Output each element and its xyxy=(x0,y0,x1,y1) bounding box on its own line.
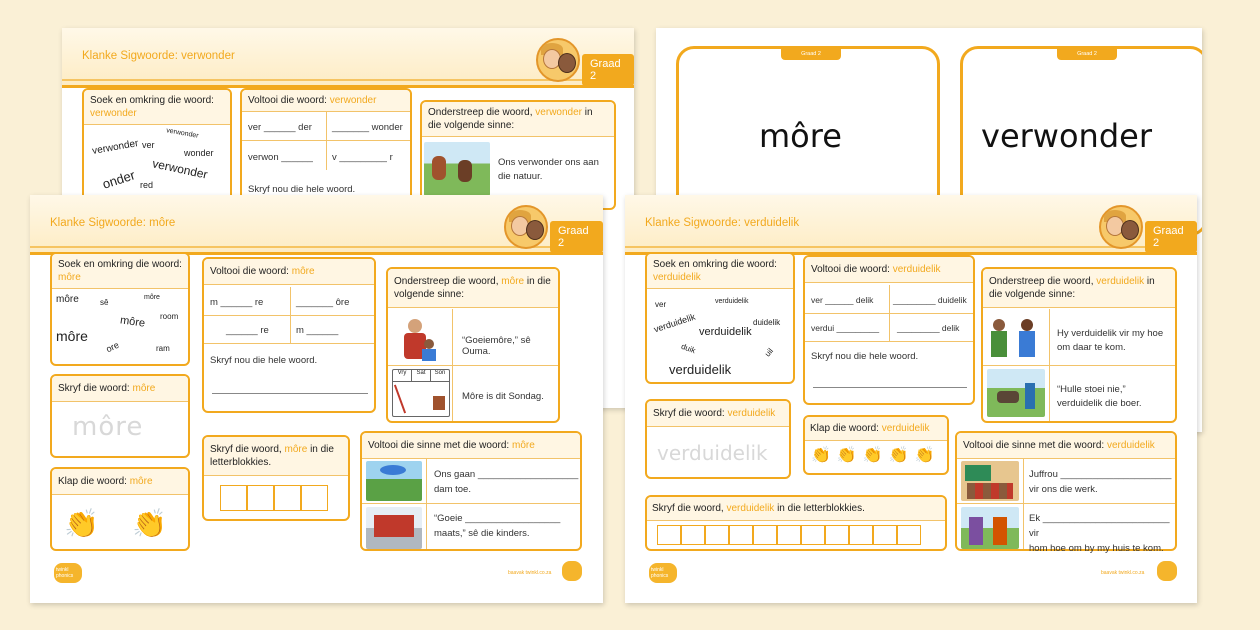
farm-picture xyxy=(987,369,1045,417)
sheet-title: Klanke Sigwoorde: môre xyxy=(50,217,176,229)
scatter-word: môre xyxy=(144,294,160,301)
write-label: Skryf nou die hele woord. xyxy=(210,355,318,366)
nature-picture xyxy=(424,142,490,196)
footer-url: baavak twinkl.co.za xyxy=(1101,570,1145,576)
fill-item: _______ ôre xyxy=(296,297,350,308)
fill-item: v _________ r xyxy=(332,152,393,163)
twinkl-logo xyxy=(562,561,582,581)
write-label: Skryf nou die hele woord. xyxy=(811,351,919,362)
scatter-word: ver xyxy=(655,300,667,309)
write-word-box: Skryf die woord: verduidelik verduidelik xyxy=(645,399,791,479)
scatter-word: verduidelik xyxy=(652,311,697,335)
grandma-picture xyxy=(394,315,446,361)
card-grade-tab: Graad 2 xyxy=(781,48,841,60)
fill-item: ver ______ delik xyxy=(811,295,874,305)
fill-item: verwon ______ xyxy=(248,152,313,163)
scatter-word: uil xyxy=(762,346,776,359)
scatter-word: duidelik xyxy=(753,318,781,327)
fill-item: _________ delik xyxy=(897,323,960,333)
sentence: Juffrou _____________________ vir ons die werk. xyxy=(1029,469,1172,496)
sentence: Ons verwonder ons aan die natuur. xyxy=(498,157,599,183)
clapping-hands-icon: 👏 xyxy=(862,447,889,464)
sentence: Ek ________________________ vir hom hoe om by my huis te kom. xyxy=(1029,513,1170,555)
grade-badge: Graad 2 xyxy=(1145,221,1197,253)
scatter-word: red xyxy=(140,180,154,190)
twinkl-logo: twinkl phonics xyxy=(649,563,677,583)
underline-word-box: Onderstreep die woord, môre in die volgende sinne: “Goeiemôre,” sê Ouma. Vry Sat Son Môre is dit Sondag. xyxy=(386,267,560,423)
twinkl-logo: twinkl phonics xyxy=(54,563,82,583)
clapping-hands-icon: 👏 xyxy=(64,508,99,539)
sentence: “Hulle stoei nie,” verduidelik die boer. xyxy=(1057,384,1142,410)
dam-picture xyxy=(366,461,422,501)
letter-blocks[interactable] xyxy=(220,485,328,511)
scatter-word: verduidelik xyxy=(669,362,732,377)
house-directions-picture xyxy=(961,507,1019,549)
sentence: “Goeiemôre,” sê Ouma. xyxy=(462,335,531,357)
scatter-word: duik xyxy=(679,341,697,356)
clapping-hands-icon: 👏 xyxy=(836,447,863,464)
card-word: verwonder xyxy=(981,117,1152,155)
scatter-word: wonder xyxy=(184,148,214,158)
children-avatar-icon xyxy=(536,38,580,82)
scatter-word: môre xyxy=(56,328,88,344)
worksheet-verduidelik xyxy=(625,195,1197,603)
calendar-day: Vry xyxy=(393,370,412,381)
twinkl-logo xyxy=(1157,561,1177,581)
traced-word: môre xyxy=(72,412,144,442)
write-word-box: Skryf die woord: môre môre xyxy=(50,374,190,458)
complete-sentence-box: Voltooi die sinne met die woord: verduidelik Juffrou _____________________ vir ons die werk. Ek ________________________ vir hom hoe om by my huis te kom. xyxy=(955,431,1177,551)
worksheet-more xyxy=(30,195,603,603)
fill-item: ver ______ der xyxy=(248,122,312,133)
classroom-picture xyxy=(961,461,1019,501)
scatter-word: verwonder xyxy=(91,138,140,157)
scatter-word: ram xyxy=(156,344,170,353)
scatter-word: verwonder xyxy=(151,156,209,182)
sentence: Ons gaan ___________________ dam toe. xyxy=(434,469,579,496)
card-grade-tab: Graad 2 xyxy=(1057,48,1117,60)
children-avatar-icon xyxy=(1099,205,1143,249)
scatter-word: ver xyxy=(142,140,155,150)
sentence: Hy verduidelik vir my hoe om daar te kom. xyxy=(1057,328,1164,354)
find-word-box: Soek en omkring die woord: verwonder verwonder ver verwonder wonder verwonder onder red xyxy=(82,88,232,206)
grade-badge: Graad 2 xyxy=(550,221,603,253)
fill-item: verdui _________ xyxy=(811,323,880,333)
scatter-word: onder xyxy=(100,167,137,192)
sheet-title: Klanke Sigwoorde: verwonder xyxy=(82,50,235,62)
clap-word-box: Klap die woord: verduidelik 👏👏👏👏👏 xyxy=(803,415,949,475)
clapping-hands-icon: 👏 xyxy=(914,447,941,464)
kids-picture xyxy=(366,507,422,549)
traced-word: verduidelik xyxy=(657,441,768,465)
calendar-picture xyxy=(392,369,450,417)
fill-item: _______ wonder xyxy=(332,122,403,133)
write-label: Skryf nou die hele woord. xyxy=(248,184,356,195)
underline-word-box: Onderstreep die woord, verduidelik in die volgende sinne: Hy verduidelik vir my hoe om daar te kom. “Hulle stoei nie,” verduidelik die boer. xyxy=(981,267,1177,423)
sentence: “Goeie __________________ maats,” sê die kinders. xyxy=(434,513,561,540)
clap-icons xyxy=(811,445,941,465)
sentence: Môre is dit Sondag. xyxy=(462,391,544,402)
complete-word-box: Voltooi die woord: môre m ______ re _______ ôre ______ re m ______ Skryf nou die hele woord. xyxy=(202,257,376,413)
scatter-word: verduidelik xyxy=(699,326,752,338)
fill-item: ______ re xyxy=(226,325,269,336)
scatter-word: ore xyxy=(104,339,121,355)
fill-item: m ______ re xyxy=(210,297,264,308)
clapping-hands-icon: 👏 xyxy=(888,447,915,464)
sheet-title: Klanke Sigwoorde: verduidelik xyxy=(645,217,800,229)
letter-blocks-box: Skryf die woord, verduidelik in die letterblokkies. xyxy=(645,495,947,551)
people-talking-picture xyxy=(987,315,1045,361)
clap-word-box: Klap die woord: môre 👏 👏 xyxy=(50,467,190,551)
clapping-hands-icon: 👏 xyxy=(811,447,837,464)
find-word-box: Soek en omkring die woord: môre môre sê môre room môre môre ore ram xyxy=(50,252,190,366)
scatter-word: room xyxy=(160,312,179,321)
complete-word-box: Voltooi die woord: verwonder ver ______ der _______ wonder verwon ______ v _________ r Skryf nou die hele woord. xyxy=(240,88,412,206)
letter-blocks[interactable] xyxy=(657,525,921,545)
complete-word-box: Voltooi die woord: verduidelik ver ______ delik _________ duidelik verdui _________ _________ delik Skryf nou die hele woord. xyxy=(803,255,975,405)
complete-sentence-box: Voltooi die sinne met die woord: môre Ons gaan ___________________ dam toe. “Goeie __________________ maats,” sê die kinders. xyxy=(360,431,582,551)
calendar-day: Sat xyxy=(412,370,431,381)
scatter-word: môre xyxy=(119,314,146,330)
children-avatar-icon xyxy=(504,205,548,249)
scatter-word: verwonder xyxy=(165,127,200,140)
card-word: môre xyxy=(759,117,842,155)
fill-item: m ______ xyxy=(296,325,339,336)
clapping-hands-icon: 👏 xyxy=(132,508,167,539)
grade-badge: Graad 2 xyxy=(582,54,634,86)
underline-word-box: Onderstreep die woord, verwonder in die volgende sinne: Ons verwonder ons aan die natuur. xyxy=(420,100,616,210)
find-word-box: Soek en omkring die woord: verduidelik ver verduidelik verduidelik duidelik verduidelik duik uil verduidelik xyxy=(645,252,795,384)
letter-blocks-box: Skryf die woord, môre in die letterblokkies. xyxy=(202,435,350,521)
calendar-day: Son xyxy=(434,370,446,376)
scatter-word: verduidelik xyxy=(715,298,749,305)
fill-item: _________ duidelik xyxy=(893,295,967,305)
scatter-word: sê xyxy=(100,298,109,307)
scatter-word: môre xyxy=(56,294,79,305)
footer-url: baavak twinkl.co.za xyxy=(508,570,552,576)
